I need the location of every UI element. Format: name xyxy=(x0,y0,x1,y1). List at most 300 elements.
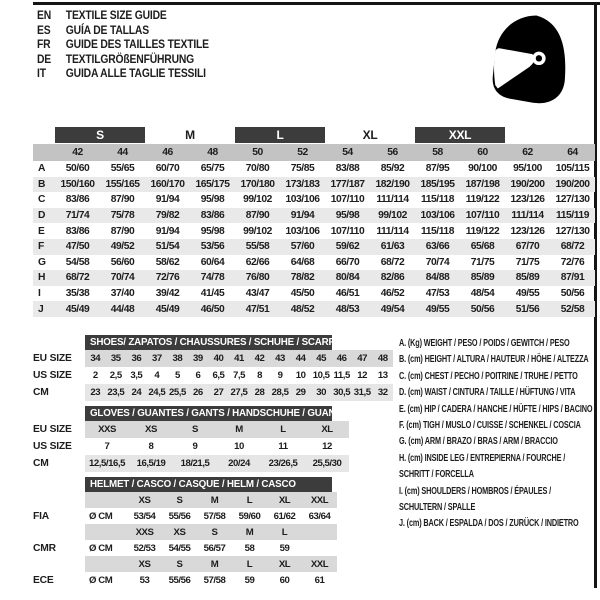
measure-cell: 115/119 xyxy=(556,210,589,222)
value-cell: 26 xyxy=(188,384,209,401)
measure-cell: 165/175 xyxy=(195,178,230,190)
size-group-cell xyxy=(505,127,550,143)
textile-size-table xyxy=(33,127,595,317)
measure-cell: 39/42 xyxy=(155,288,180,300)
value-cell: 61/62 xyxy=(273,510,296,522)
measure-cell: 75/85 xyxy=(290,163,315,175)
value-cell: S xyxy=(162,556,197,572)
measure-cell: 54/58 xyxy=(65,256,90,268)
measure-row-label: J xyxy=(38,303,44,315)
value-cell: 25,5/30 xyxy=(305,455,349,472)
value-cell: 23 xyxy=(85,384,106,401)
value-cell: 27,5 xyxy=(229,384,250,401)
measure-cell: 103/106 xyxy=(420,210,455,222)
value-cell: 8 xyxy=(148,441,154,452)
value-cell: S xyxy=(197,524,232,540)
language-title-row xyxy=(37,24,209,39)
measure-cell: 74/78 xyxy=(200,272,225,284)
measure-row xyxy=(33,239,595,255)
size-group-cell: XXL xyxy=(415,127,505,143)
value-cell: 12 xyxy=(357,370,368,381)
top-border-line xyxy=(33,2,600,5)
value-cell: 39 xyxy=(188,350,209,367)
measure-cell: 91/94 xyxy=(290,210,315,222)
measure-cell: 58/62 xyxy=(155,256,180,268)
value-cell: S xyxy=(162,492,197,508)
value-cell: L xyxy=(232,556,267,572)
value-cell: XL xyxy=(267,556,302,572)
measure-cell: 150/160 xyxy=(60,178,95,190)
value-cell xyxy=(302,524,337,540)
measure-row-label: E xyxy=(38,225,45,237)
measure-row xyxy=(33,255,595,271)
language-title-row xyxy=(37,67,209,82)
value-cell: 28 xyxy=(249,384,270,401)
measure-cell: 51/56 xyxy=(515,303,540,315)
measure-cell: 107/110 xyxy=(330,194,365,206)
language-title-text: GUIDE DES TAILLES TEXTILE xyxy=(65,39,209,51)
language-code: EN xyxy=(37,10,52,22)
row-label: ECE xyxy=(33,574,54,586)
measure-cell: 47/51 xyxy=(245,303,270,315)
measure-cell: 46/52 xyxy=(380,288,405,300)
value-cell: 61 xyxy=(314,574,325,586)
measure-cell: 71/74 xyxy=(65,210,90,222)
value-cell: XXS xyxy=(85,421,129,438)
shoes-size-table xyxy=(33,335,393,401)
measure-row xyxy=(33,192,595,208)
value-cell: XL xyxy=(267,492,302,508)
diameter-cm-prefix xyxy=(85,524,127,540)
size-number-cell: 44 xyxy=(117,147,128,158)
row-label: EU SIZE xyxy=(33,424,72,435)
measure-cell: 53/56 xyxy=(200,241,225,253)
measure-cell: 99/102 xyxy=(378,210,407,222)
measure-cell: 123/126 xyxy=(510,194,545,206)
measure-cell: 65/75 xyxy=(200,163,225,175)
value-cell: M xyxy=(232,524,267,540)
diameter-cm-prefix: Ø CM xyxy=(89,510,113,522)
measure-row-label: A xyxy=(38,163,46,175)
value-cell: 20/24 xyxy=(217,455,261,472)
legend-item: J. (cm) BACK / ESPALDA / DOS / ZURÜCK / INDIETRO xyxy=(399,518,579,530)
value-cell: 29 xyxy=(290,384,311,401)
measure-cell: 76/80 xyxy=(245,272,270,284)
language-code: DE xyxy=(37,53,52,66)
measure-row-label: D xyxy=(38,210,46,222)
measure-row xyxy=(33,223,595,239)
value-cell xyxy=(302,540,337,556)
measure-cell: 78/82 xyxy=(290,272,315,284)
value-cell: 54/55 xyxy=(168,542,191,554)
value-cell: 41 xyxy=(229,350,250,367)
size-group-cell: M xyxy=(185,128,195,142)
row-label: CM xyxy=(33,458,49,469)
size-number-row xyxy=(33,144,595,161)
measure-row-label: F xyxy=(38,241,45,253)
measure-cell: 50/60 xyxy=(65,163,90,175)
table-row xyxy=(33,540,337,556)
measure-cell: 75/78 xyxy=(110,210,135,222)
table-row xyxy=(33,350,393,367)
row-label: FIA xyxy=(33,510,49,522)
row-label: CM xyxy=(33,387,49,398)
row-label xyxy=(33,492,85,508)
size-group-row xyxy=(33,127,595,143)
measure-cell: 177/187 xyxy=(330,178,365,190)
value-cell: 11 xyxy=(278,441,288,452)
value-cell: 11,5 xyxy=(333,370,350,381)
size-group-cell: L xyxy=(235,127,325,143)
value-cell: 27 xyxy=(208,384,229,401)
table-row xyxy=(33,556,337,572)
value-cell: 46 xyxy=(331,350,352,367)
measure-cell: 45/49 xyxy=(65,303,90,315)
diameter-cm-prefix: Ø CM xyxy=(89,542,113,554)
value-cell: 55/56 xyxy=(168,510,191,522)
measure-cell: 72/76 xyxy=(155,272,180,284)
value-cell: 9 xyxy=(192,441,198,452)
value-cell: XS xyxy=(129,421,173,438)
measure-cell: 41/45 xyxy=(200,288,225,300)
measure-row xyxy=(33,286,595,302)
value-cell: 37 xyxy=(147,350,168,367)
value-cell: 10 xyxy=(295,370,306,381)
legend-item: F. (cm) TIGH / MUSLO / CUISSE / SCHENKEL / COSCIA xyxy=(399,420,581,432)
value-cell: XS xyxy=(127,556,162,572)
measure-cell: 82/86 xyxy=(380,272,405,284)
value-cell: 9 xyxy=(277,370,283,381)
measure-cell: 127/130 xyxy=(555,194,590,206)
measurement-legend xyxy=(399,336,595,533)
value-cell: 44 xyxy=(290,350,311,367)
value-cell: 52/53 xyxy=(133,542,156,554)
value-cell: 34 xyxy=(85,350,106,367)
value-cell: 48 xyxy=(372,350,393,367)
row-label: US SIZE xyxy=(33,370,72,381)
measure-row-label: B xyxy=(38,178,46,190)
value-cell: 56/57 xyxy=(203,542,226,554)
measure-row-label: C xyxy=(38,194,46,206)
measure-cell: 83/86 xyxy=(65,225,90,237)
measure-cell: 83/86 xyxy=(200,210,225,222)
value-cell: 35 xyxy=(106,350,127,367)
row-label: US SIZE xyxy=(33,441,72,452)
measure-row-label: G xyxy=(38,256,47,268)
measure-cell: 62/66 xyxy=(245,256,270,268)
size-group-cell: S xyxy=(55,127,145,143)
value-cell: 59 xyxy=(279,542,290,554)
racing-helmet-icon xyxy=(486,13,570,107)
measure-cell: 95/98 xyxy=(200,194,225,206)
language-title-text: GUIDA ALLE TAGLIE TESSILI xyxy=(65,68,206,80)
table-row xyxy=(33,438,349,455)
value-cell: 45 xyxy=(311,350,332,367)
value-cell: 32 xyxy=(372,384,393,401)
measure-cell: 68/72 xyxy=(65,272,90,284)
measure-cell: 55/58 xyxy=(245,241,270,253)
value-cell: 53/54 xyxy=(133,510,156,522)
helmet-table-title: HELMET / CASCO / CASQUE / HELM / CASCO xyxy=(85,477,332,492)
measure-cell: 170/180 xyxy=(240,178,275,190)
measure-cell: 47/50 xyxy=(65,241,90,253)
measure-row xyxy=(33,208,595,224)
measure-cell: 95/98 xyxy=(200,225,225,237)
diameter-cm-prefix: Ø CM xyxy=(89,574,113,586)
measure-cell: 115/118 xyxy=(421,194,454,206)
measure-cell: 95/100 xyxy=(513,163,542,175)
language-title-row xyxy=(37,9,209,24)
measure-cell: 66/70 xyxy=(335,256,360,268)
measure-cell: 99/102 xyxy=(243,194,272,206)
legend-item: D. (cm) WAIST / CINTURA / TAILLE / HÜFTUNG / VITA xyxy=(399,387,576,399)
legend-item: C. (cm) CHEST / PECHO / POITRINE / TRUHE / PETTO xyxy=(399,370,578,382)
measure-cell: 111/114 xyxy=(376,194,409,206)
measure-cell: 50/56 xyxy=(470,303,495,315)
legend-item: H. (cm) INSIDE LEG / ENTREPIERNA / FOURCHE / SCHRITT / FORCELLA xyxy=(399,452,566,481)
size-group-cell: XL xyxy=(362,128,378,142)
value-cell: 2 xyxy=(92,370,98,381)
value-cell: 60 xyxy=(279,574,290,586)
gloves-table-title: GLOVES / GUANTES / GANTS / HANDSCHUHE / GUANTI xyxy=(85,406,332,421)
value-cell: 23/26,5 xyxy=(261,455,305,472)
measure-cell: 52/58 xyxy=(560,303,585,315)
measure-cell: 111/114 xyxy=(511,210,544,222)
measure-cell: 127/130 xyxy=(555,225,590,237)
measure-cell: 119/122 xyxy=(465,194,500,206)
measure-cell: 123/126 xyxy=(510,225,545,237)
language-title-text: TEXTILE SIZE GUIDE xyxy=(65,10,167,22)
value-cell: 6 xyxy=(195,370,201,381)
value-cell: 3,5 xyxy=(130,370,143,381)
language-title-row xyxy=(37,53,209,68)
measure-cell: 49/52 xyxy=(110,241,135,253)
measure-cell: 55/65 xyxy=(110,163,135,175)
table-row xyxy=(33,524,337,540)
measure-cell: 173/183 xyxy=(285,178,320,190)
value-cell: 23,5 xyxy=(106,384,127,401)
size-number-cell: 54 xyxy=(342,147,353,158)
value-cell: 47 xyxy=(352,350,373,367)
measure-cell: 103/106 xyxy=(285,194,320,206)
measure-cell: 105/115 xyxy=(555,163,590,175)
value-cell: XL xyxy=(305,421,349,438)
value-cell: 38 xyxy=(167,350,188,367)
measure-cell: 85/92 xyxy=(380,163,405,175)
measure-cell: 35/38 xyxy=(65,288,90,300)
size-number-cell: 42 xyxy=(72,147,83,158)
measure-cell: 46/50 xyxy=(200,303,225,315)
value-cell: 12 xyxy=(322,441,332,452)
value-cell: 59/60 xyxy=(238,510,261,522)
measure-row xyxy=(33,301,595,317)
measure-cell: 72/76 xyxy=(560,256,585,268)
measure-cell: 84/88 xyxy=(425,272,450,284)
size-number-cell: 50 xyxy=(252,147,263,158)
value-cell: 7 xyxy=(104,441,110,452)
value-cell: 40 xyxy=(208,350,229,367)
value-cell: 30 xyxy=(311,384,332,401)
measure-cell: 60/64 xyxy=(200,256,225,268)
measure-cell: 185/195 xyxy=(420,178,455,190)
size-number-cell: 62 xyxy=(522,147,533,158)
measure-cell: 49/55 xyxy=(425,303,450,315)
value-cell: 8 xyxy=(257,370,262,381)
measure-cell: 155/165 xyxy=(105,178,140,190)
value-cell: 16,5/19 xyxy=(129,455,173,472)
value-cell: L xyxy=(267,524,302,540)
measure-cell: 57/60 xyxy=(290,241,315,253)
value-cell: 12,5/16,5 xyxy=(85,455,129,472)
measure-cell: 47/53 xyxy=(425,288,450,300)
value-cell: 6,5 xyxy=(212,370,225,381)
measure-cell: 70/80 xyxy=(245,163,270,175)
value-cell: XXS xyxy=(127,524,162,540)
value-cell: 53 xyxy=(139,574,150,586)
measure-cell: 59/62 xyxy=(335,241,360,253)
measure-cell: 50/56 xyxy=(560,288,585,300)
legend-item: E. (cm) HIP / CADERA / HANCHE / HÜFTE / HIPS / BACINO xyxy=(399,403,593,415)
value-cell: 7,5 xyxy=(232,370,245,381)
table-row xyxy=(33,508,337,524)
measure-row-label: H xyxy=(38,272,46,284)
size-number-cell: 46 xyxy=(162,147,173,158)
measure-cell: 48/54 xyxy=(470,288,495,300)
measure-cell: 111/114 xyxy=(376,225,409,237)
measure-cell: 68/72 xyxy=(380,256,405,268)
measure-cell: 45/49 xyxy=(155,303,180,315)
legend-item: B. (cm) HEIGHT / ALTURA / HAUTEUR / HÖHE / ALTEZZA xyxy=(399,354,589,366)
table-row xyxy=(33,572,337,588)
value-cell: 31,5 xyxy=(352,384,373,401)
gloves-size-table xyxy=(33,406,349,472)
legend-item: I. (cm) SHOULDERS / HOMBROS / ÉPAULES / SCHULTERN / SPALLE xyxy=(399,485,551,514)
measure-cell: 60/70 xyxy=(155,163,180,175)
measure-cell: 87/90 xyxy=(110,194,135,206)
measure-cell: 65/68 xyxy=(470,241,495,253)
value-cell: 10,5 xyxy=(312,370,330,381)
table-row xyxy=(33,384,393,401)
measure-cell: 83/86 xyxy=(65,194,90,206)
measure-cell: 70/74 xyxy=(110,272,135,284)
value-cell: 4 xyxy=(154,370,160,381)
legend-item: A. (Kg) WEIGHT / PESO / POIDS / GEWITCH / PESO xyxy=(399,338,570,349)
value-cell: 58 xyxy=(244,542,255,554)
size-number-cell: 60 xyxy=(477,147,488,158)
legend-item: G. (cm) ARM / BRAZO / BRAS / ARM / BRACCIO xyxy=(399,436,558,448)
measure-cell: 79/82 xyxy=(155,210,180,222)
value-cell: 2,5 xyxy=(109,370,122,381)
value-cell: 18/21,5 xyxy=(173,455,217,472)
measure-cell: 91/94 xyxy=(155,225,180,237)
size-number-cell: 52 xyxy=(297,147,308,158)
value-cell: 43 xyxy=(270,350,291,367)
measure-cell: 190/200 xyxy=(510,178,545,190)
value-cell: XS xyxy=(127,492,162,508)
measure-cell: 119/122 xyxy=(465,225,500,237)
measure-cell: 87/95 xyxy=(425,163,450,175)
measure-cell: 64/68 xyxy=(290,256,315,268)
value-cell: 13 xyxy=(377,370,388,381)
measure-cell: 48/53 xyxy=(335,303,360,315)
measure-cell: 71/75 xyxy=(515,256,540,268)
measure-cell: 61/63 xyxy=(380,241,405,253)
value-cell: M xyxy=(197,492,232,508)
size-number-cell: 48 xyxy=(207,147,218,158)
measure-cell: 115/118 xyxy=(421,225,454,237)
value-cell: XXL xyxy=(302,492,337,508)
table-row xyxy=(33,492,337,508)
measure-cell: 83/88 xyxy=(335,163,360,175)
value-cell: M xyxy=(217,421,261,438)
value-cell: 5 xyxy=(174,370,180,381)
value-cell: L xyxy=(232,492,267,508)
language-code: FR xyxy=(37,39,51,51)
diameter-cm-prefix xyxy=(85,492,127,508)
value-cell: 59 xyxy=(244,574,255,586)
shoes-table-title: SHOES/ ZAPATOS / CHAUSSURES / SCHUHE / SCARPE xyxy=(85,335,332,350)
measure-row xyxy=(33,177,595,193)
measure-cell: 107/110 xyxy=(330,225,365,237)
measure-cell: 107/110 xyxy=(465,210,500,222)
measure-cell: 71/75 xyxy=(470,256,495,268)
value-cell: 63/64 xyxy=(308,510,331,522)
measure-cell: 49/55 xyxy=(515,288,540,300)
size-number-cell: 58 xyxy=(432,147,443,158)
language-title-text: GUÍA DE TALLAS xyxy=(65,24,149,37)
helmet-size-table xyxy=(33,477,337,588)
value-cell: 28,5 xyxy=(270,384,291,401)
measure-cell: 48/52 xyxy=(290,303,315,315)
measure-cell: 87/90 xyxy=(110,225,135,237)
language-title-row xyxy=(37,38,209,53)
measure-cell: 45/50 xyxy=(290,288,315,300)
value-cell: 25,5 xyxy=(167,384,188,401)
measure-cell: 87/91 xyxy=(560,272,585,284)
measure-cell: 99/102 xyxy=(243,225,272,237)
table-row xyxy=(33,455,349,472)
value-cell: S xyxy=(173,421,217,438)
size-group-cell xyxy=(33,127,55,143)
measure-cell: 44/48 xyxy=(110,303,135,315)
measure-cell: 68/72 xyxy=(560,241,585,253)
measure-cell: 187/198 xyxy=(465,178,500,190)
measure-cell: 51/54 xyxy=(155,241,180,253)
row-label xyxy=(33,556,85,572)
measure-cell: 70/74 xyxy=(425,256,450,268)
value-cell: 10 xyxy=(234,441,244,452)
measure-cell: 90/100 xyxy=(468,163,497,175)
measure-cell: 56/60 xyxy=(110,256,135,268)
measure-cell: 85/89 xyxy=(470,272,495,284)
value-cell: 55/56 xyxy=(168,574,191,586)
diameter-cm-prefix xyxy=(85,556,127,572)
row-label: CMR xyxy=(33,542,56,554)
table-row xyxy=(33,367,393,384)
measure-row xyxy=(33,270,595,286)
measure-cell: 103/106 xyxy=(285,225,320,237)
measure-cell: 95/98 xyxy=(335,210,360,222)
measure-cell: 182/190 xyxy=(375,178,410,190)
measure-cell: 80/84 xyxy=(335,272,360,284)
value-cell: XXL xyxy=(302,556,337,572)
measure-cell: 37/40 xyxy=(110,288,135,300)
measure-cell: 46/51 xyxy=(335,288,360,300)
table-row xyxy=(33,421,349,438)
value-cell: 42 xyxy=(249,350,270,367)
value-cell: 24,5 xyxy=(147,384,168,401)
value-cell: XS xyxy=(162,524,197,540)
